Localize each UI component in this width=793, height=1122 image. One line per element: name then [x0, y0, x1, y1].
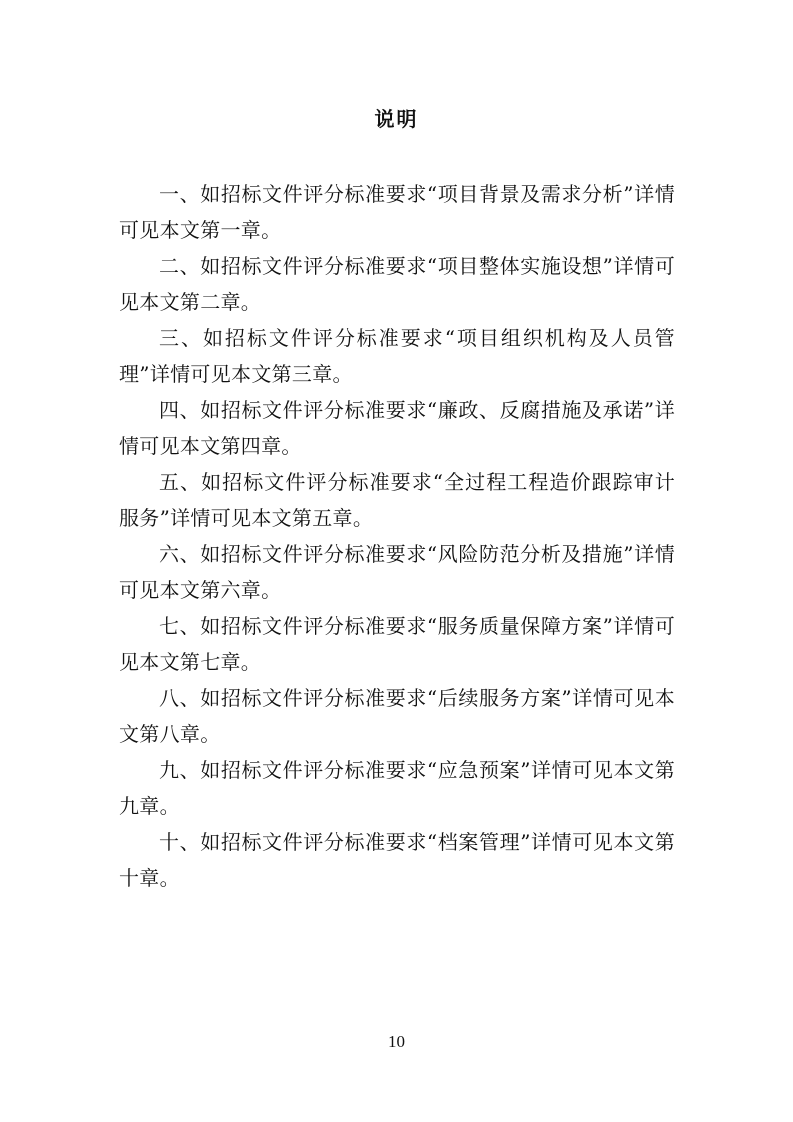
paragraph-8: 八、如招标文件评分标准要求“后续服务方案”详情可见本文第八章。 [119, 686, 675, 746]
paragraph-2: 二、如招标文件评分标准要求“项目整体实施设想”详情可见本文第二章。 [119, 254, 675, 314]
paragraph-10: 十、如招标文件评分标准要求“档案管理”详情可见本文第十章。 [119, 830, 675, 890]
page-title: 说明 [374, 107, 419, 131]
page-number: 10 [388, 1032, 405, 1051]
paragraph-6: 六、如招标文件评分标准要求“风险防范分析及措施”详情可见本文第六章。 [119, 542, 675, 602]
paragraph-4: 四、如招标文件评分标准要求“廉政、反腐措施及承诺”详情可见本文第四章。 [119, 398, 675, 458]
paragraph-3: 三、如招标文件评分标准要求“项目组织机构及人员管理”详情可见本文第三章。 [119, 326, 675, 386]
paragraph-9: 九、如招标文件评分标准要求“应急预案”详情可见本文第九章。 [119, 758, 675, 818]
document-body [119, 176, 675, 896]
paragraph-1: 一、如招标文件评分标准要求“项目背景及需求分析”详情可见本文第一章。 [119, 182, 675, 242]
paragraph-5: 五、如招标文件评分标准要求“全过程工程造价跟踪审计服务”详情可见本文第五章。 [119, 470, 675, 530]
paragraph-7: 七、如招标文件评分标准要求“服务质量保障方案”详情可见本文第七章。 [119, 614, 675, 674]
